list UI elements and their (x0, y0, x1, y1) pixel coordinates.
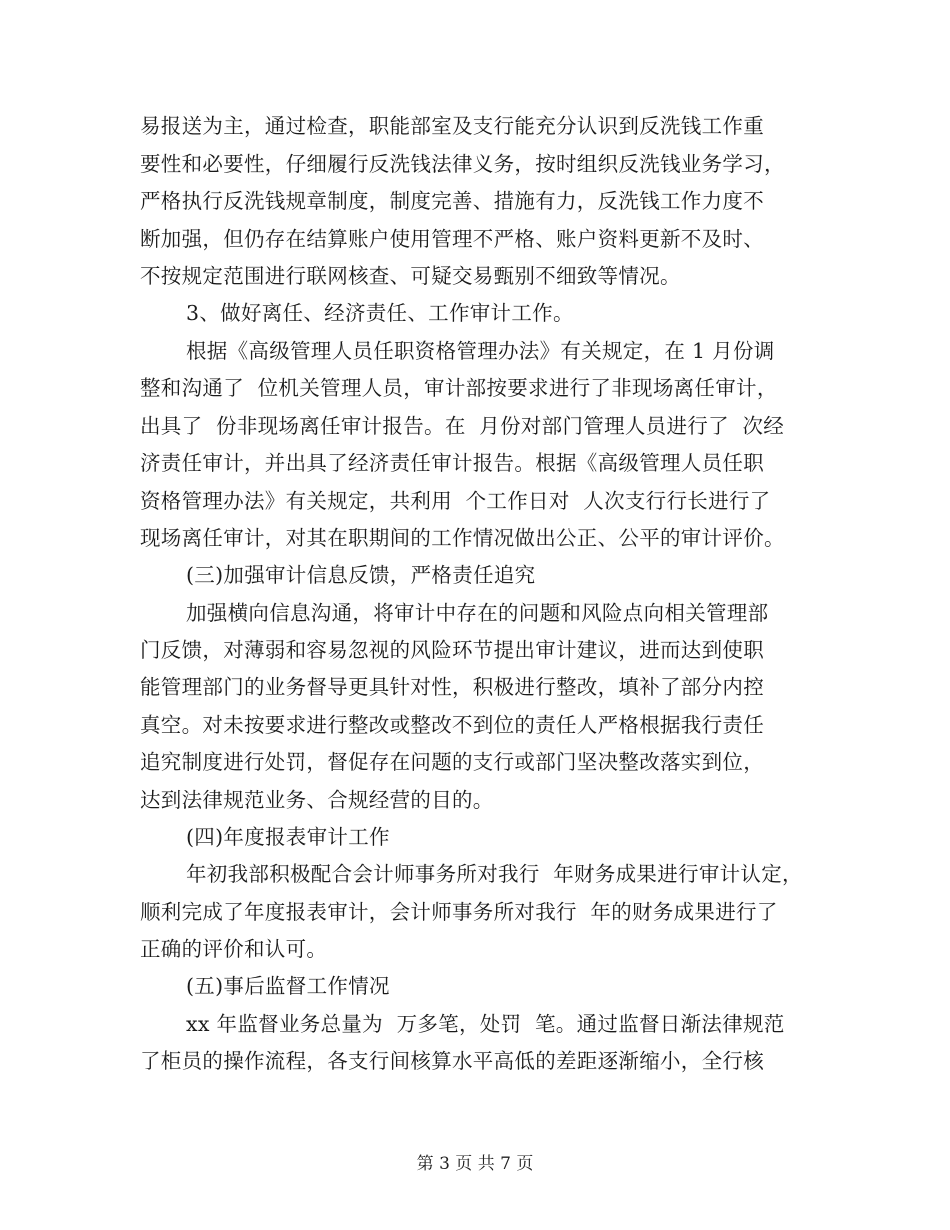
body-text-line: 加强横向信息沟通，将审计中存在的问题和风险点向相关管理部 (186, 601, 769, 625)
body-text-line: 根据《高级管理人员任职资格管理办法》有关规定，在 1 月份调 (186, 339, 775, 363)
body-text-line: 断加强，但仍存在结算账户使用管理不严格、账户资料更新不及时、 (140, 227, 764, 251)
body-text-line: 了柜员的操作流程，各支行间核算水平高低的差距逐渐缩小，全行核 (140, 1049, 764, 1073)
body-text-line: 要性和必要性，仔细履行反洗钱法律义务，按时组织反洗钱业务学习， (140, 152, 785, 176)
body-text-line: 现场离任审计，对其在职期间的工作情况做出公正、公平的审计评价。 (140, 526, 785, 550)
body-text-line: xx 年监督业务总量为 万多笔，处罚 笔。通过监督日渐法律规范 (186, 1012, 785, 1036)
section-heading: (五)事后监督工作情况 (186, 974, 390, 998)
page-number-footer: 第 3 页 共 7 页 (416, 1154, 534, 1174)
body-text-line: 不按规定范围进行联网核查、可疑交易甄别不细致等情况。 (140, 264, 681, 288)
body-text-line: 达到法律规范业务、合规经营的目的。 (140, 788, 494, 812)
body-text-line: 易报送为主，通过检查，职能部室及支行能充分认识到反洗钱工作重 (140, 114, 764, 138)
section-heading: 3、做好离任、经济责任、工作审计工作。 (186, 301, 574, 325)
body-text-line: 正确的评价和认可。 (140, 937, 328, 961)
section-heading: (三)加强审计信息反馈，严格责任追究 (186, 563, 536, 587)
body-text-line: 年初我部积极配合会计师事务所对我行 年财务成果进行审计认定， (186, 862, 803, 886)
body-text-line: 严格执行反洗钱规章制度，制度完善、措施有力，反洗钱工作力度不 (140, 189, 764, 213)
body-text-line: 追究制度进行处罚，督促存在问题的支行或部门坚决整改落实到位， (140, 750, 764, 774)
body-text-line: 能管理部门的业务督导更具针对性，积极进行整改，填补了部分内控 (140, 675, 764, 699)
body-text-line: 出具了 份非现场离任审计报告。在 月份对部门管理人员进行了 次经 (140, 414, 785, 438)
body-text-line: 门反馈，对薄弱和容易忽视的风险环节提出审计建议，进而达到使职 (140, 638, 764, 662)
body-text-line: 顺利完成了年度报表审计，会计师事务所对我行 年的财务成果进行了 (140, 900, 778, 924)
body-text-line: 资格管理办法》有关规定，共利用 个工作日对 人次支行行长进行了 (140, 489, 771, 513)
body-text-line: 真空。对未按要求进行整改或整改不到位的责任人严格根据我行责任 (140, 713, 764, 737)
body-text-line: 济责任审计，并出具了经济责任审计报告。根据《高级管理人员任职 (140, 451, 764, 475)
body-text-line: 整和沟通了 位机关管理人员，审计部按要求进行了非现场离任审计， (140, 376, 778, 400)
section-heading: (四)年度报表审计工作 (186, 825, 390, 849)
